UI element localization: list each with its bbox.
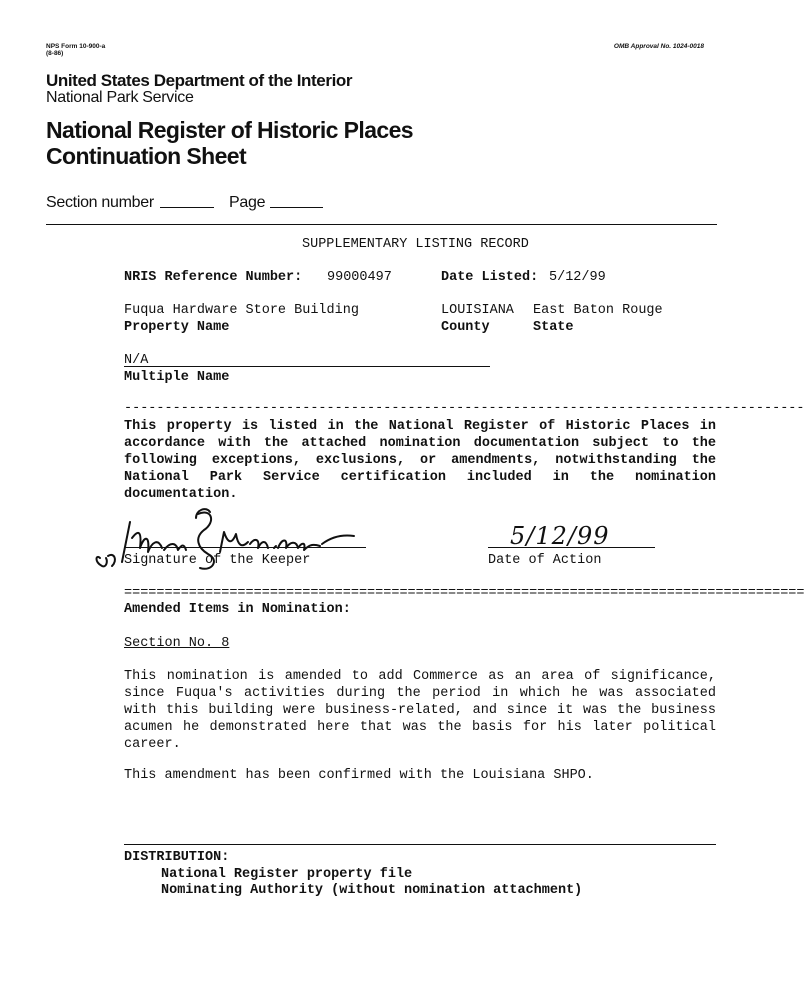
section-no: Section No. 8 bbox=[124, 636, 230, 651]
amendment-line: since Fuqua's activities during the period in which he was associated bbox=[124, 686, 716, 701]
amendment-paragraph bbox=[124, 668, 716, 753]
amendment-line: career. bbox=[124, 737, 181, 752]
page-number-line bbox=[270, 207, 323, 208]
section-number-line bbox=[160, 207, 214, 208]
page-subtitle: Continuation Sheet bbox=[46, 143, 247, 169]
county-value: LOUISIANA bbox=[441, 303, 514, 318]
signature-line bbox=[124, 547, 366, 548]
property-name-label: Property Name bbox=[124, 320, 230, 335]
page-title: National Register of Historic Places bbox=[46, 117, 413, 143]
amendment-line: acumen he demonstrated here that was the basis for his later political bbox=[124, 720, 716, 735]
form-date: (8-86) bbox=[46, 50, 64, 57]
state-label: State bbox=[533, 320, 574, 335]
section-number-label: Section number bbox=[46, 194, 154, 211]
dashed-separator: ------------------------------------------------------------------------------------ bbox=[124, 401, 805, 416]
statement-line: accordance with the attached nomination documentation subject to the bbox=[124, 436, 716, 451]
double-dash-separator: ==================================================================================== bbox=[124, 586, 805, 601]
statement-line: This property is listed in the National Register of Historic Places in bbox=[124, 419, 716, 434]
amendment-line: with this building were business-related, and since it was the business bbox=[124, 703, 716, 718]
date-of-action-label: Date of Action bbox=[488, 553, 602, 568]
county-label: County bbox=[441, 320, 490, 335]
date-listed-label: Date Listed: bbox=[441, 270, 539, 285]
date-of-action-handwritten: 5/12/99 bbox=[510, 522, 610, 550]
form-number: NPS Form 10-900-a bbox=[46, 43, 106, 50]
date-of-action-line bbox=[488, 547, 655, 548]
signature-label: Signature of the Keeper bbox=[124, 553, 311, 568]
listing-statement bbox=[124, 418, 716, 503]
statement-line: following exceptions, exclusions, or amendments, notwithstanding the bbox=[124, 453, 716, 468]
distribution-item: Nominating Authority (without nomination attachment) bbox=[161, 883, 583, 898]
nris-label: NRIS Reference Number: bbox=[124, 270, 303, 285]
distribution-item: National Register property file bbox=[161, 867, 413, 882]
omb-approval: OMB Approval No. 1024-0018 bbox=[613, 43, 704, 50]
state-value: East Baton Rouge bbox=[533, 303, 663, 318]
multiple-name-label: Multiple Name bbox=[124, 370, 230, 385]
statement-line: National Park Service certification included in the nomination bbox=[124, 470, 716, 485]
amended-items-heading: Amended Items in Nomination: bbox=[124, 602, 351, 617]
amendment-line: This nomination is amended to add Commerce as an area of significance, bbox=[124, 669, 716, 684]
confirmation-text: This amendment has been confirmed with the Louisiana SHPO. bbox=[124, 768, 594, 783]
multiple-name-value: N/A bbox=[124, 353, 149, 368]
date-listed-value: 5/12/99 bbox=[549, 270, 606, 285]
multiple-name-line bbox=[124, 366, 490, 367]
distribution-heading: DISTRIBUTION: bbox=[124, 850, 230, 865]
property-name-value: Fuqua Hardware Store Building bbox=[124, 303, 359, 318]
department-name: United States Department of the Interior bbox=[46, 71, 353, 90]
service-name: National Park Service bbox=[46, 89, 194, 106]
distribution-rule bbox=[124, 844, 716, 845]
statement-line: documentation. bbox=[124, 487, 238, 502]
nris-value: 99000497 bbox=[327, 270, 392, 285]
page-label: Page bbox=[229, 194, 266, 211]
header-rule bbox=[46, 224, 717, 225]
record-heading: SUPPLEMENTARY LISTING RECORD bbox=[302, 237, 529, 252]
